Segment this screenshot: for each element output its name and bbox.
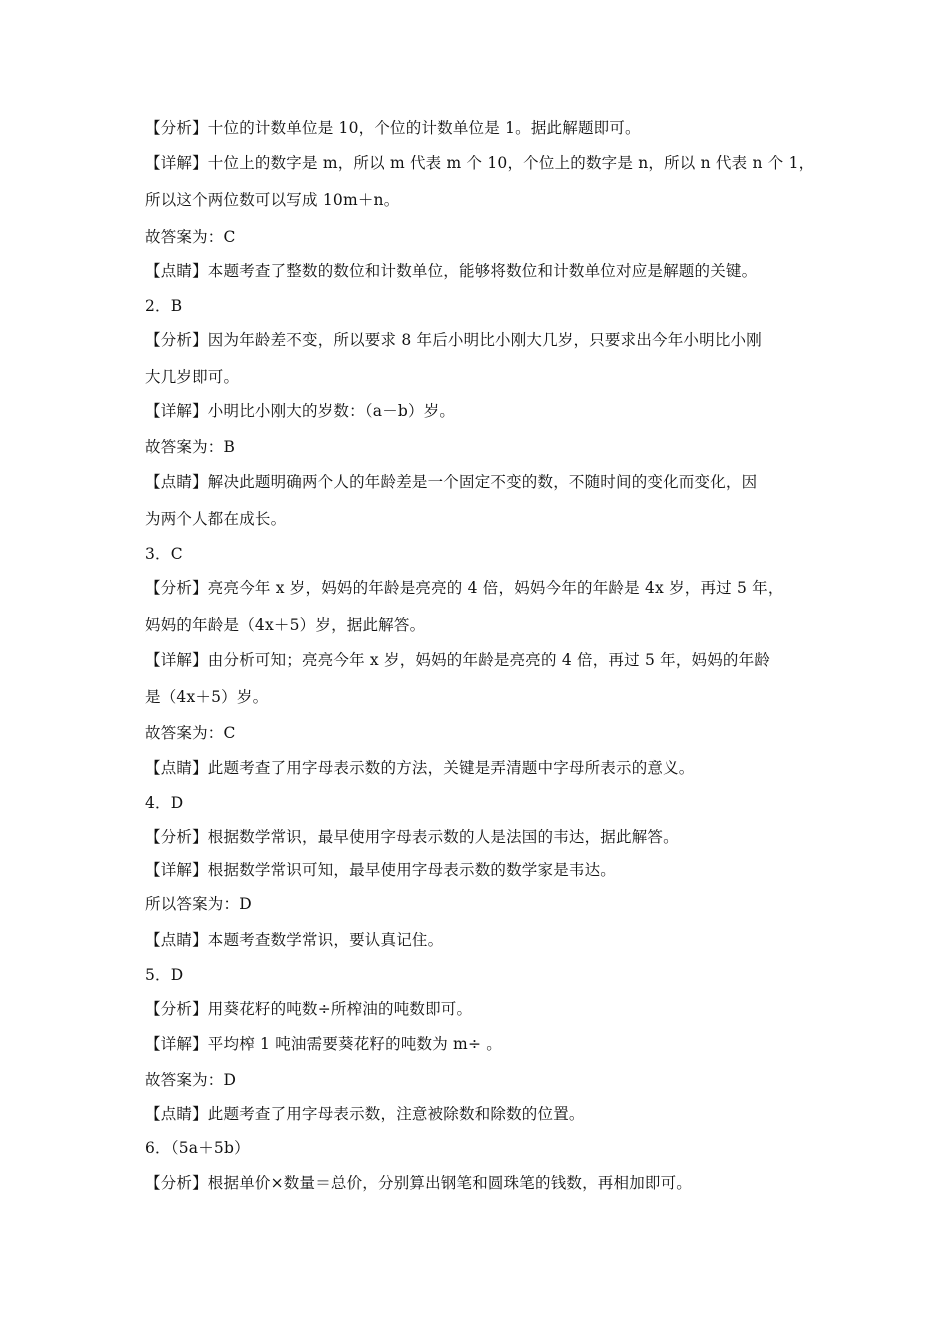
text-line: 所以这个两位数可以写成 10m＋n。 [145,191,400,209]
text-line: 【点睛】此题考查了用字母表示数，注意被除数和除数的位置。 [145,1105,585,1123]
text-line: 故答案为：B [145,438,236,456]
text-line: 【详解】小明比小刚大的岁数：（a－b）岁。 [145,402,456,420]
text-line: 【点睛】此题考查了用字母表示数的方法，关键是弄清题中字母所表示的意义。 [145,759,695,777]
question-number: 6．（5a＋5b） [145,1139,250,1157]
question-number: 3．C [145,545,183,563]
text-line: 【分析】用葵花籽的吨数÷所榨油的吨数即可。 [145,1000,473,1018]
question-number: 4．D [145,794,184,812]
text-line: 【分析】十位的计数单位是 10，个位的计数单位是 1。据此解题即可。 [145,119,641,137]
text-line: 【分析】根据数学常识，最早使用字母表示数的人是法国的韦达，据此解答。 [145,828,679,846]
text-line: 【分析】亮亮今年 x 岁，妈妈的年龄是亮亮的 4 倍，妈妈今年的年龄是 4x 岁，再过 5 年， [145,579,784,597]
text-line: 故答案为：D [145,1071,237,1089]
question-number: 2．B [145,297,183,315]
text-line: 【分析】因为年龄差不变，所以要求 8 年后小明比小刚大几岁，只要求出今年小明比小刚 [145,331,762,349]
text-line: 【详解】由分析可知；亮亮今年 x 岁，妈妈的年龄是亮亮的 4 倍，再过 5 年，妈妈的年龄 [145,651,771,669]
text-line: 故答案为：C [145,228,236,246]
text-line: 【详解】平均榨 1 吨油需要葵花籽的吨数为 m÷ 。 [145,1035,502,1053]
text-line: 【点睛】本题考查数学常识，要认真记住。 [145,931,444,949]
text-line: 【分析】根据单价×数量＝总价，分别算出钢笔和圆珠笔的钱数，再相加即可。 [145,1174,692,1192]
text-line: 是（4x＋5）岁。 [145,688,269,706]
text-line: 所以答案为：D [145,895,252,913]
text-line: 为两个人都在成长。 [145,510,287,528]
question-number: 5．D [145,966,184,984]
text-line: 故答案为：C [145,724,236,742]
text-line: 【点睛】本题考查了整数的数位和计数单位，能够将数位和计数单位对应是解题的关键。 [145,262,758,280]
text-line: 【详解】十位上的数字是 m，所以 m 代表 m 个 10，个位上的数字是 n，所以 n 代表 n 个 1， [145,154,815,172]
text-line: 妈妈的年龄是（4x＋5）岁，据此解答。 [145,616,426,634]
text-line: 【详解】根据数学常识可知，最早使用字母表示数的数学家是韦达。 [145,861,617,879]
text-line: 【点睛】解决此题明确两个人的年龄差是一个固定不变的数，不随时间的变化而变化，因 [145,473,758,491]
text-line: 大几岁即可。 [145,368,240,386]
